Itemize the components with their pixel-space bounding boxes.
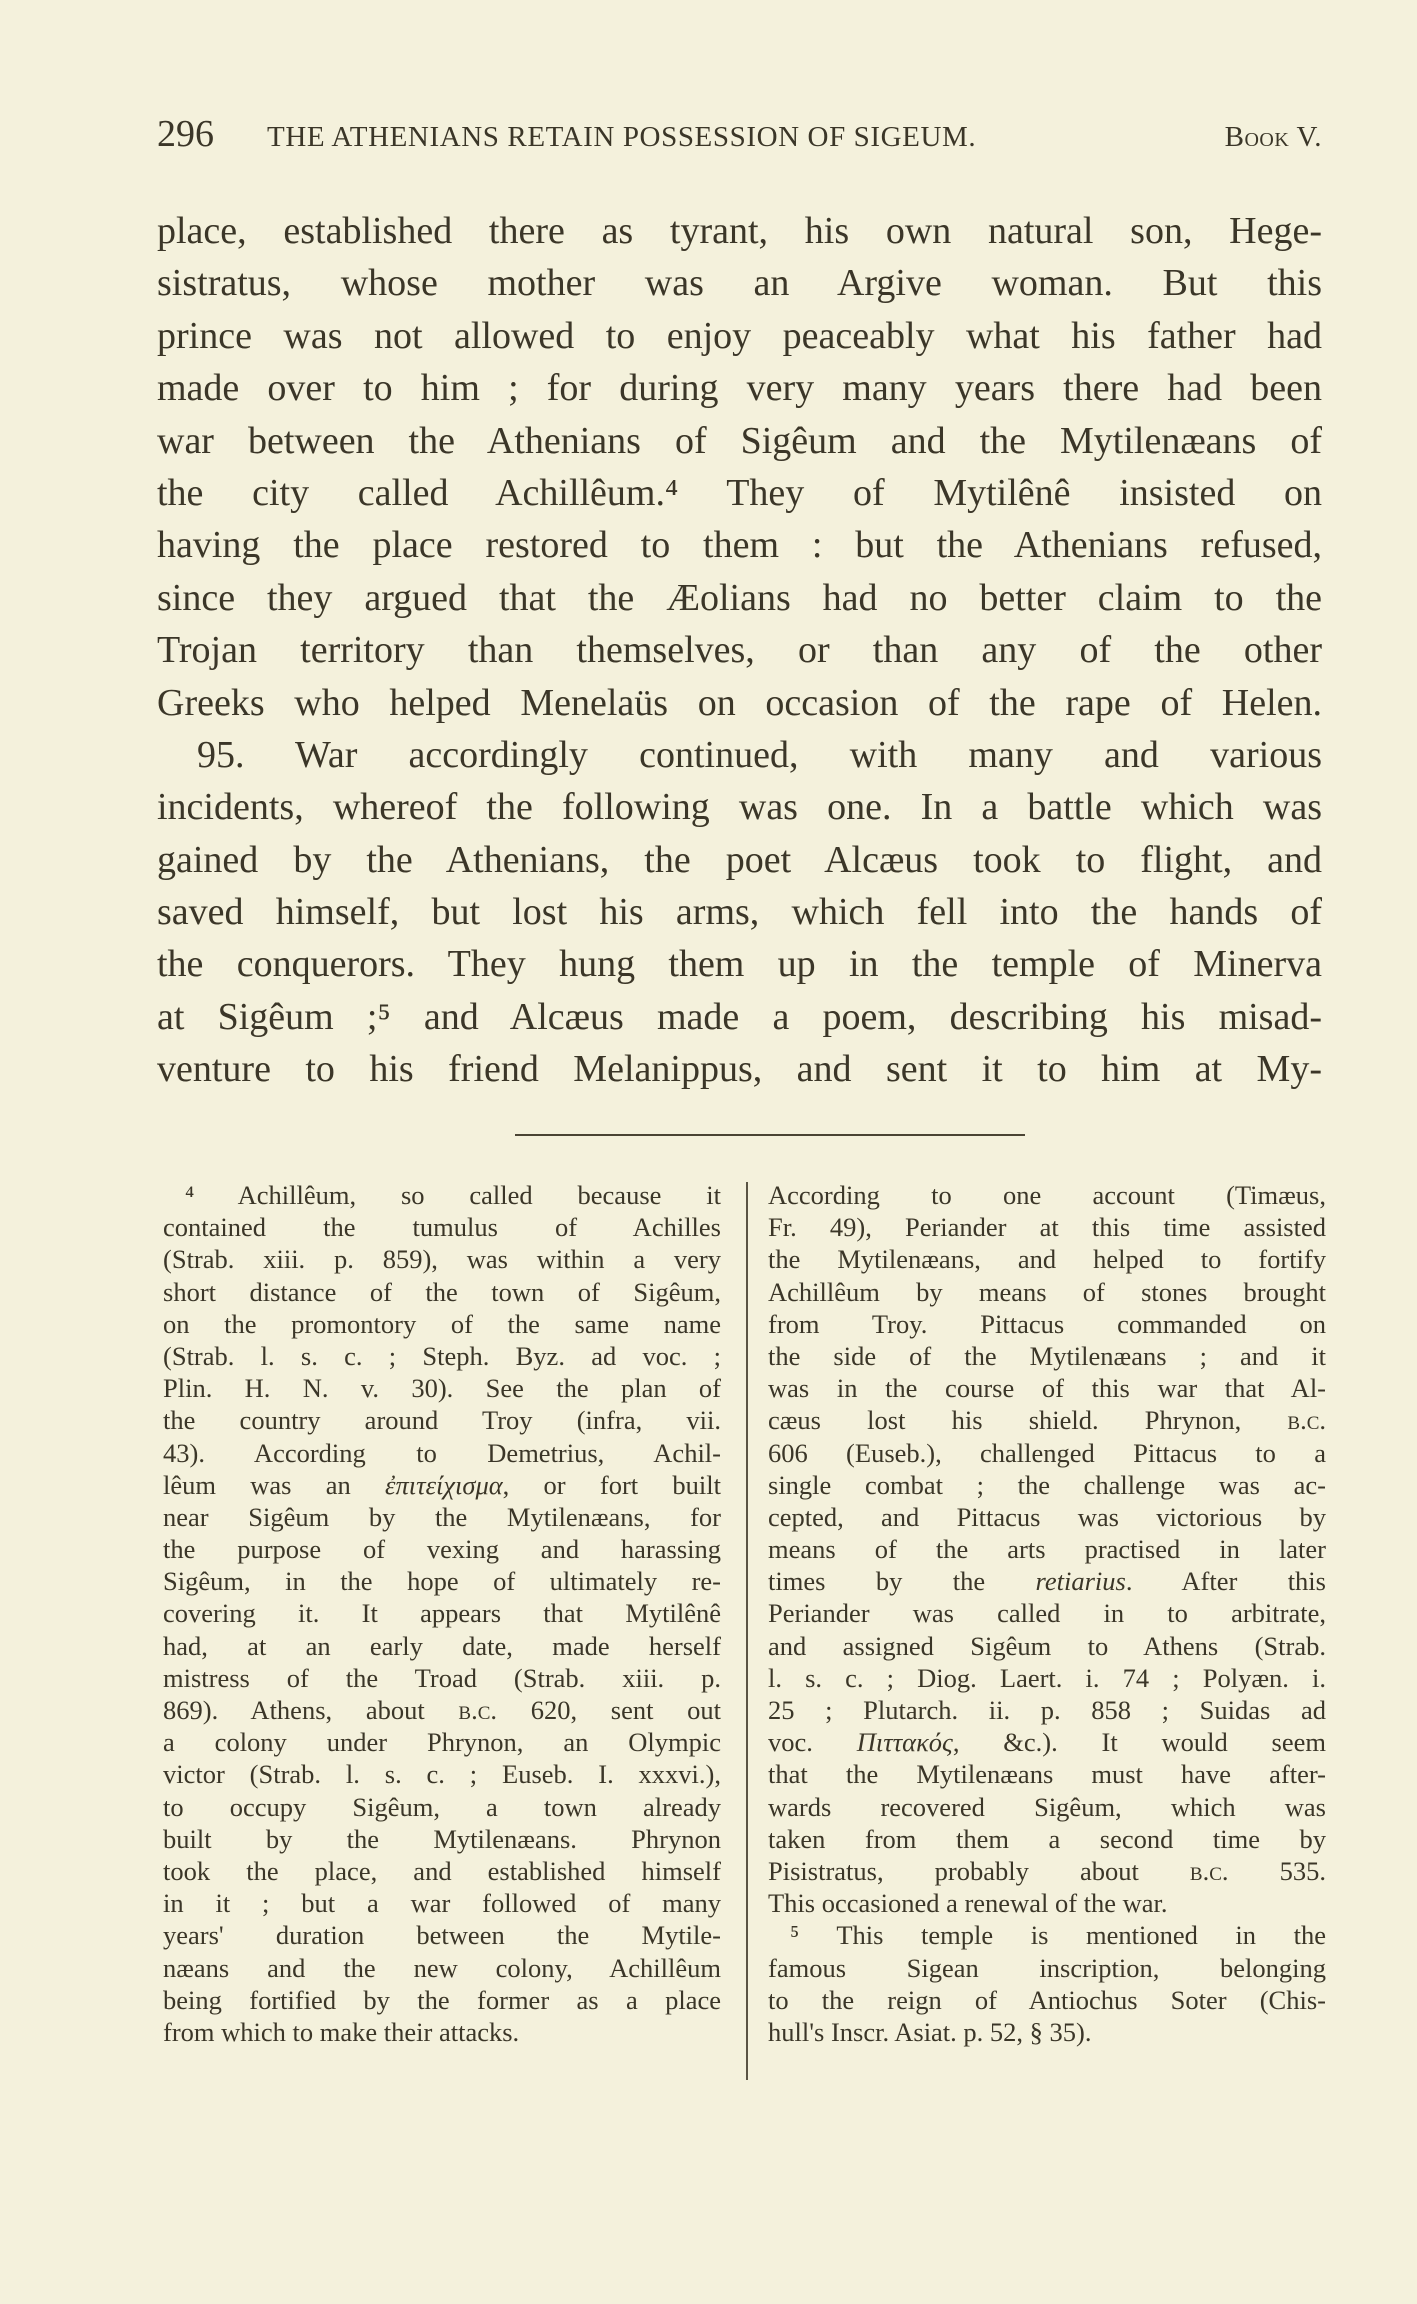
footnote-line: Pisistratus, probably about b.c. 535. bbox=[768, 1855, 1326, 1886]
footnote-line: hull's Inscr. Asiat. p. 52, § 35). bbox=[768, 2016, 1092, 2047]
running-header bbox=[157, 112, 1322, 158]
footnote-line: years' duration between the Mytile- bbox=[163, 1920, 721, 1951]
footnote-line: the Mytilenæans, and helped to fortify bbox=[768, 1244, 1326, 1275]
footnote-line: Sigêum, in the hope of ultimately re- bbox=[163, 1566, 721, 1597]
footnote-rule bbox=[515, 1134, 1025, 1136]
footnote-line: covering it. It appears that Mytilênê bbox=[163, 1598, 721, 1629]
footnote-line: near Sigêum by the Mytilenæans, for bbox=[163, 1501, 721, 1532]
footnotes-right-column bbox=[768, 1179, 1326, 2048]
text-line: having the place restored to them : but the Athenians refused, bbox=[157, 524, 1322, 567]
footnote-line: to occupy Sigêum, a town already bbox=[163, 1791, 721, 1822]
text-line: venture to his friend Melanippus, and sent it to him at My- bbox=[157, 1048, 1322, 1091]
footnote-line: cepted, and Pittacus was victorious by bbox=[768, 1501, 1326, 1532]
footnote-line: (Strab. xiii. p. 859), was within a very bbox=[163, 1244, 721, 1275]
footnote-line: was in the course of this war that Al- bbox=[768, 1373, 1326, 1404]
main-text bbox=[157, 205, 1322, 1096]
footnote-line: Plin. H. N. v. 30). See the plan of bbox=[163, 1373, 721, 1404]
text-line: made over to him ; for during very many years there had been bbox=[157, 367, 1322, 410]
text-line: at Sigêum ;⁵ and Alcæus made a poem, describing his misad- bbox=[157, 995, 1322, 1038]
footnote-line: times by the retiarius. After this bbox=[768, 1566, 1326, 1597]
text-line: the conquerors. They hung them up in the temple of Minerva bbox=[157, 943, 1322, 986]
footnote-line: being fortified by the former as a place bbox=[163, 1984, 721, 2015]
footnote-line: the purpose of vexing and harassing bbox=[163, 1534, 721, 1565]
footnote-line: from Troy. Pittacus commanded on bbox=[768, 1308, 1326, 1339]
footnote-line: victor (Strab. l. s. c. ; Euseb. I. xxxvi.), bbox=[163, 1759, 721, 1790]
footnote-line: in it ; but a war followed of many bbox=[163, 1888, 721, 1919]
running-title: THE ATHENIANS RETAIN POSSESSION OF SIGEUM. bbox=[267, 121, 977, 153]
footnote-line: cæus lost his shield. Phrynon, b.c. bbox=[768, 1405, 1326, 1436]
footnote-line: and assigned Sigêum to Athens (Strab. bbox=[768, 1630, 1326, 1661]
footnote-line: built by the Mytilenæans. Phrynon bbox=[163, 1823, 721, 1854]
footnote-line: that the Mytilenæans must have after- bbox=[768, 1759, 1326, 1790]
book-label: Book V. bbox=[1224, 121, 1322, 153]
footnote-line: from which to make their attacks. bbox=[163, 2016, 520, 2047]
footnote-line: on the promontory of the same name bbox=[163, 1308, 721, 1339]
text-line: incidents, whereof the following was one. In a battle which was bbox=[157, 786, 1322, 829]
footnotes-left-column bbox=[163, 1179, 721, 2048]
footnote-line: næans and the new colony, Achillêum bbox=[163, 1952, 721, 1983]
footnote-line: contained the tumulus of Achilles bbox=[163, 1212, 721, 1243]
text-line: since they argued that the Æolians had no better claim to the bbox=[157, 576, 1322, 619]
footnote-line: ⁴ Achillêum, so called because it bbox=[185, 1180, 721, 1210]
footnote-line: Achillêum by means of stones brought bbox=[768, 1276, 1326, 1307]
column-divider bbox=[746, 1182, 748, 2080]
footnote-line: taken from them a second time by bbox=[768, 1823, 1326, 1854]
text-line: saved himself, but lost his arms, which fell into the hands of bbox=[157, 891, 1322, 934]
footnote-line: the country around Troy (infra, vii. bbox=[163, 1405, 721, 1436]
footnote-line: According to one account (Timæus, bbox=[768, 1180, 1326, 1210]
footnote-line: a colony under Phrynon, an Olympic bbox=[163, 1727, 721, 1758]
text-line: sistratus, whose mother was an Argive woman. But this bbox=[157, 262, 1322, 305]
footnote-line: 43). According to Demetrius, Achil- bbox=[163, 1437, 721, 1468]
footnote-line: means of the arts practised in later bbox=[768, 1534, 1326, 1565]
footnote-line: mistress of the Troad (Strab. xiii. p. bbox=[163, 1662, 721, 1693]
footnote-line: took the place, and established himself bbox=[163, 1855, 721, 1886]
footnote-line: single combat ; the challenge was ac- bbox=[768, 1469, 1326, 1500]
footnote-line: ⁵ This temple is mentioned in the bbox=[790, 1920, 1326, 1951]
footnote-line: 606 (Euseb.), challenged Pittacus to a bbox=[768, 1437, 1326, 1468]
footnote-line: 25 ; Plutarch. ii. p. 858 ; Suidas ad bbox=[768, 1695, 1326, 1725]
text-line: Trojan territory than themselves, or than any of the other bbox=[157, 629, 1322, 672]
text-line: prince was not allowed to enjoy peaceably what his father had bbox=[157, 314, 1322, 357]
footnote-line: This occasioned a renewal of the war. bbox=[768, 1888, 1168, 1919]
footnote-line: Fr. 49), Periander at this time assisted bbox=[768, 1212, 1326, 1243]
footnote-line: short distance of the town of Sigêum, bbox=[163, 1276, 721, 1307]
footnote-line: had, at an early date, made herself bbox=[163, 1630, 721, 1661]
text-line: place, established there as tyrant, his own natural son, Hege- bbox=[157, 210, 1322, 252]
text-line: 95. War accordingly continued, with many and various bbox=[197, 733, 1322, 776]
page-number: 296 bbox=[157, 113, 214, 155]
footnote-line: lêum was an ἐπιτείχισμα, or fort built bbox=[163, 1469, 721, 1500]
footnote-line: wards recovered Sigêum, which was bbox=[768, 1791, 1326, 1822]
footnote-line: 869). Athens, about b.c. 620, sent out bbox=[163, 1695, 721, 1725]
text-line: the city called Achillêum.⁴ They of Mytilênê insisted on bbox=[157, 471, 1322, 514]
text-line: war between the Athenians of Sigêum and the Mytilenæans of bbox=[157, 419, 1322, 462]
text-line: gained by the Athenians, the poet Alcæus took to flight, and bbox=[157, 838, 1322, 881]
footnote-line: voc. Πιττακός, &c.). It would seem bbox=[768, 1727, 1326, 1758]
text-line: Greeks who helped Menelaüs on occasion of the rape of Helen. bbox=[157, 681, 1322, 724]
footnote-line: Periander was called in to arbitrate, bbox=[768, 1598, 1326, 1629]
footnote-line: to the reign of Antiochus Soter (Chis- bbox=[768, 1984, 1326, 2015]
footnote-line: l. s. c. ; Diog. Laert. i. 74 ; Polyæn. i. bbox=[768, 1662, 1326, 1693]
footnote-line: famous Sigean inscription, belonging bbox=[768, 1952, 1326, 1983]
footnote-line: (Strab. l. s. c. ; Steph. Byz. ad voc. ; bbox=[163, 1340, 721, 1371]
footnote-line: the side of the Mytilenæans ; and it bbox=[768, 1340, 1326, 1371]
